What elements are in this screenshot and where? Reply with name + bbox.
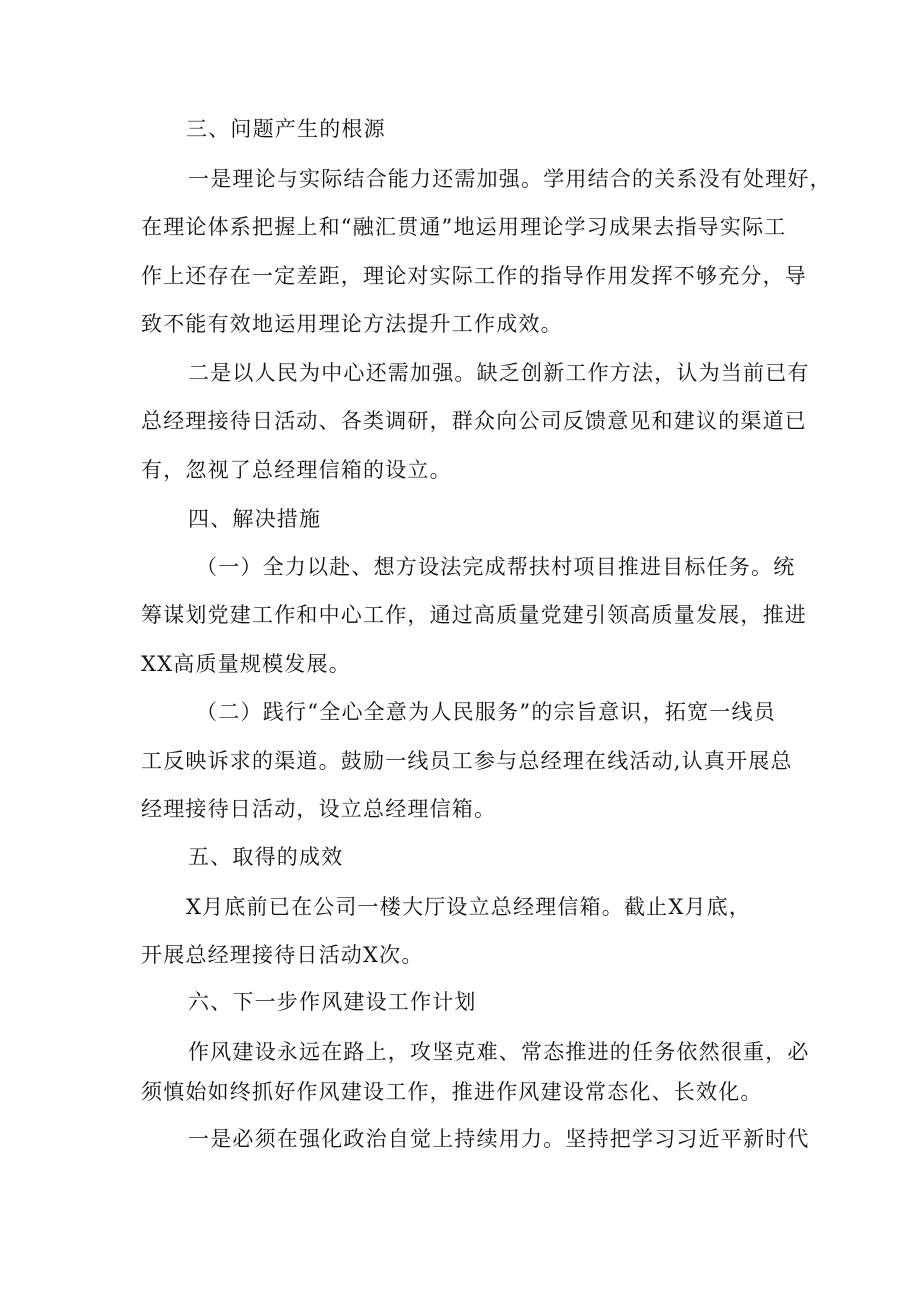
result-line: 开展总经理接待日活动X次。	[141, 943, 424, 967]
paragraph-line: 二是以人民为中心还需加强。缺乏创新工作方法，认为当前已有	[188, 361, 810, 385]
measure-line: 工反映诉求的渠道。鼓励一线员工参与总经理在线活动,认真开展总	[141, 749, 793, 773]
section-heading-3: 三、问题产生的根源	[186, 117, 386, 141]
measure-line: 经理接待日活动，设立总经理信箱。	[141, 797, 497, 821]
plan-line: 作风建设永远在路上，攻坚克难、常态推进的任务依然很重，必	[188, 1040, 810, 1064]
paragraph-line: 在理论体系把握上和“融汇贯通”地运用理论学习成果去指导实际工	[141, 215, 787, 239]
section-heading-4: 四、解决措施	[188, 507, 322, 531]
paragraph-line: 总经理接待日活动、各类调研，群众向公司反馈意见和建议的渠道已	[141, 409, 807, 433]
paragraph-line: 作上还存在一定差距，理论对实际工作的指导作用发挥不够充分，导	[141, 264, 807, 288]
plan-line: 须慎始如终抓好作风建设工作，推进作风建设常态化、长效化。	[141, 1080, 763, 1104]
section-heading-5: 五、取得的成效	[188, 845, 344, 869]
paragraph-line: 致不能有效地运用理论方法提升工作成效。	[141, 312, 563, 336]
section-heading-6: 六、下一步作风建设工作计划	[188, 990, 477, 1014]
measure-line: （一）全力以赴、想方设法完成帮扶村项目推进目标任务。统	[196, 555, 796, 579]
paragraph-line: 一是理论与实际结合能力还需加强。学用结合的关系没有处理好，	[188, 167, 832, 191]
paragraph-line: 有，忽视了总经理信箱的设立。	[141, 458, 452, 482]
measure-line: 筹谋划党建工作和中心工作，通过高质量党建引领高质量发展，推进	[141, 603, 807, 627]
plan-line: 一是必须在强化政治自觉上持续用力。坚持把学习习近平新时代	[188, 1127, 810, 1151]
result-line: X月底前已在公司一楼大厅设立总经理信箱。截止X月底，	[186, 895, 752, 919]
measure-line: XX高质量规模发展。	[141, 652, 351, 676]
measure-line: （二）践行“全心全意为人民服务”的宗旨意识，拓宽一线员	[196, 700, 776, 724]
